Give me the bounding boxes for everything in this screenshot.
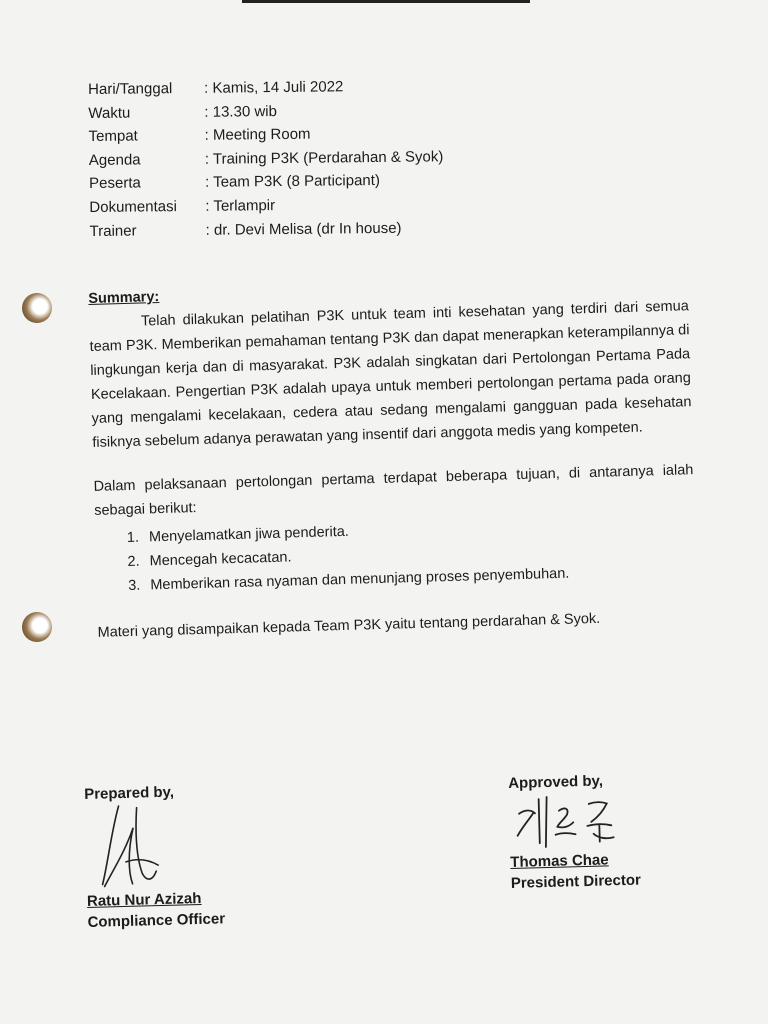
prepared-title: Compliance Officer — [87, 910, 226, 931]
handwritten-signature-right — [508, 789, 630, 854]
meta-value: : Training P3K (Perdarahan & Syok) — [204, 148, 444, 168]
punch-hole-bottom — [22, 612, 52, 642]
meta-label: Peserta — [89, 174, 141, 193]
summary-paragraph-2: Dalam pelaksanaan pertolongan pertama terdapat beberapa tujuan, di antaranya ialah sebagai berikut: — [93, 462, 694, 519]
top-rule — [242, 0, 530, 3]
meta-value: : Terlampir — [205, 197, 276, 215]
goal-item: 2. Mencegah kecacatan. — [143, 534, 695, 573]
goal-item: 3. Memberikan rasa nyaman dan menunjang proses penyembuhan. — [144, 558, 696, 597]
closing-sentence: Materi yang disampaikan kepada Team P3K yaitu tentang perdarahan & Syok. — [97, 610, 601, 641]
goals-list — [95, 510, 697, 599]
handwritten-signature-left — [84, 801, 176, 893]
summary-heading: Summary: — [88, 289, 160, 307]
summary-paragraph-1: Telah dilakukan pelatihan P3K untuk team inti kesehatan yang terdiri dari semua team P3K. Memberikan pemahaman tentang P3K dan dapat menerapkan keterampilannya di lingkungan kerja dan di masyarakat. P3K adalah singkatan dari Pertolongan Pertama Pada Kecelakaan. Pengertian P3K adalah upaya untuk memberi pertolongan pertama pada orang yang mengalami kecelakaan, cedera atau sedang mengalami gangguan pada kesehatan fisiknya sebelum adanya perawatan yang insentif dari anggota medis yang kompeten. — [89, 298, 692, 451]
goal-item: 1. Menyelamatkan jiwa penderita. — [143, 510, 695, 549]
meta-label: Hari/Tanggal — [88, 80, 173, 98]
meta-label: Agenda — [88, 151, 141, 169]
meta-row-agenda — [89, 145, 444, 172]
summary-section — [88, 270, 698, 645]
prepared-name: Ratu Nur Azizah — [86, 889, 202, 910]
approved-title: President Director — [510, 871, 642, 892]
meta-value: : Team P3K (8 Participant) — [205, 172, 380, 192]
meta-label: Trainer — [89, 222, 137, 240]
meta-row-trainer — [89, 216, 444, 243]
approved-name: Thomas Chae — [510, 851, 609, 871]
meta-value: : 13.30 wib — [204, 102, 277, 121]
meta-value: : Kamis, 14 Juli 2022 — [204, 78, 344, 97]
prepared-signature-block — [84, 782, 225, 931]
meta-value: : Meeting Room — [204, 125, 311, 144]
prepared-by-label: Prepared by, — [84, 783, 175, 803]
meta-value: : dr. Devi Melisa (dr In house) — [205, 219, 402, 239]
meta-label: Waktu — [88, 104, 131, 122]
meta-label: Tempat — [88, 127, 138, 146]
approved-by-label: Approved by, — [508, 772, 604, 792]
meeting-details — [88, 74, 444, 243]
approved-signature-block — [508, 772, 641, 892]
meta-label: Dokumentasi — [89, 198, 177, 216]
punch-hole-top — [22, 293, 52, 323]
